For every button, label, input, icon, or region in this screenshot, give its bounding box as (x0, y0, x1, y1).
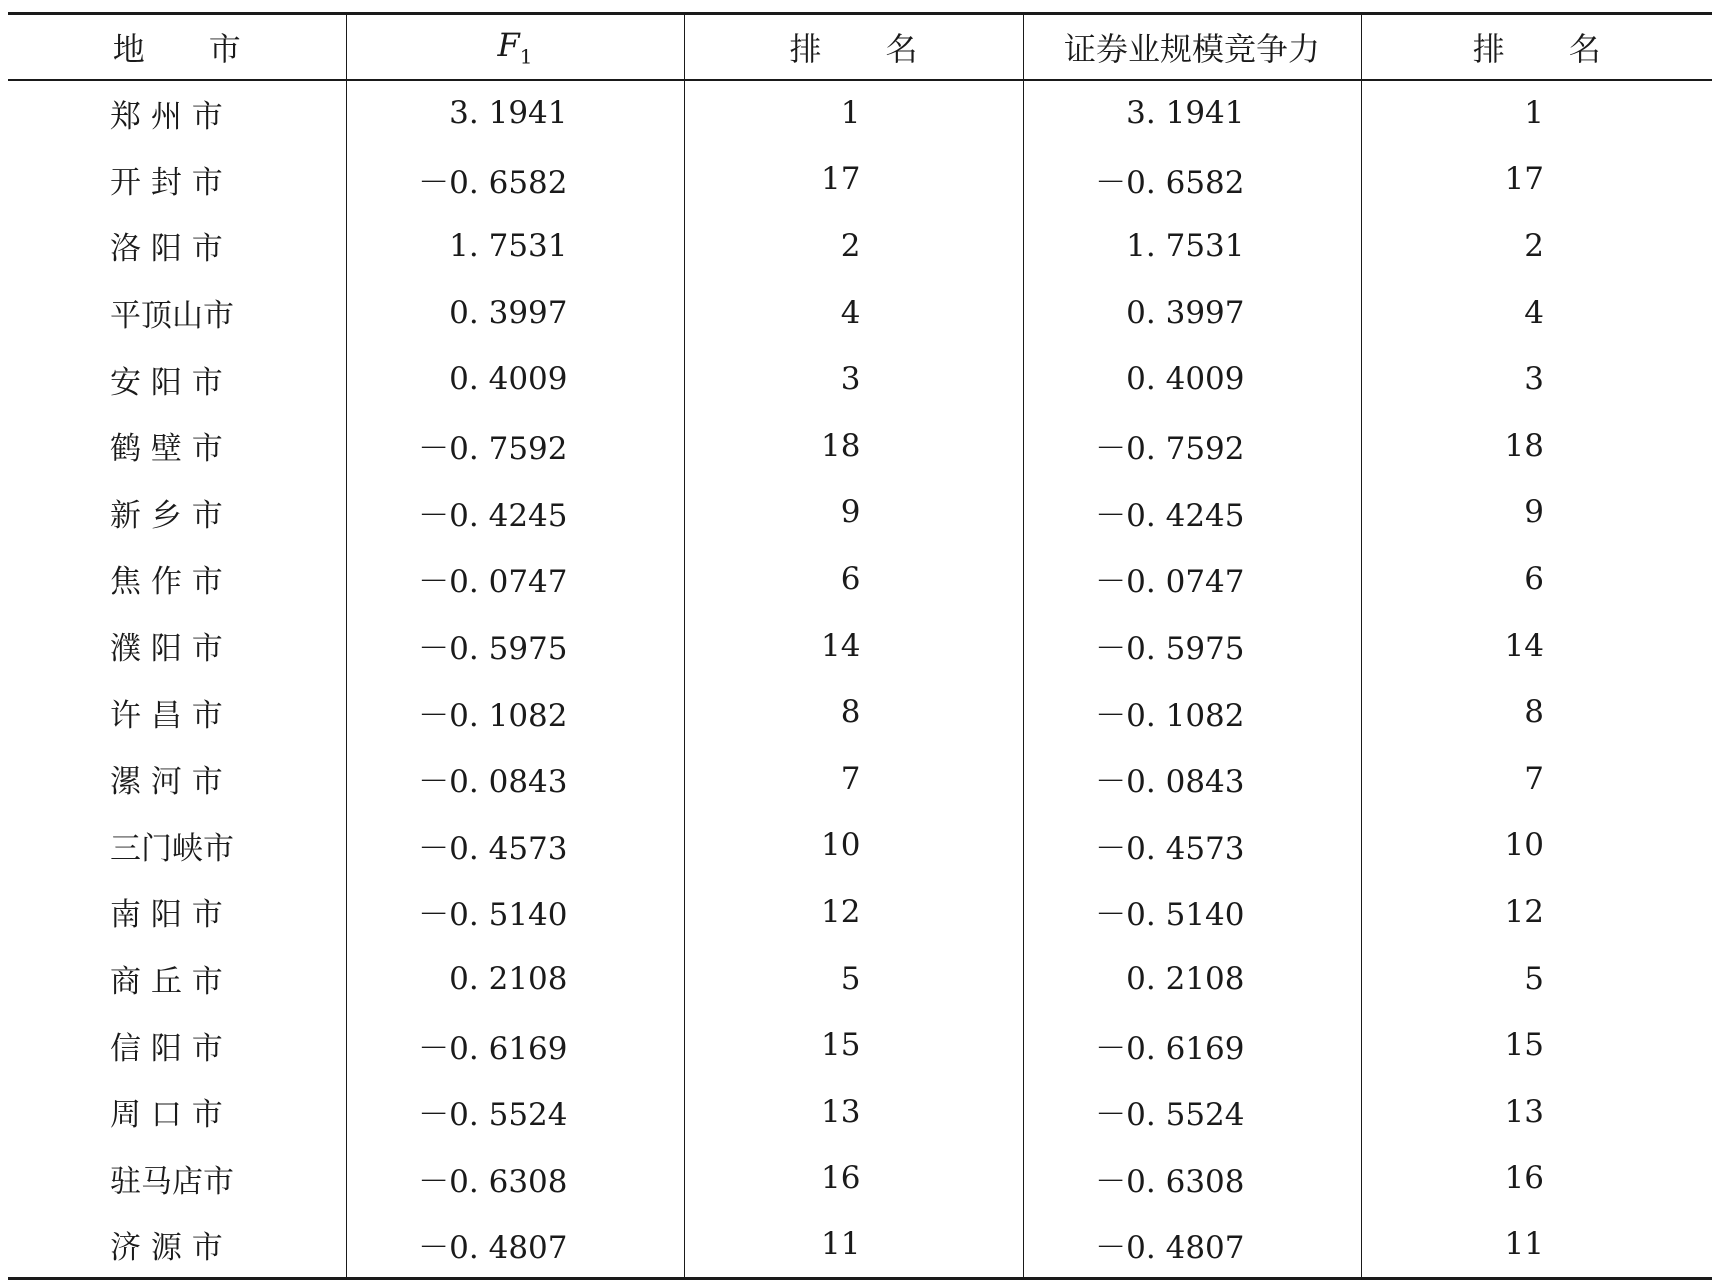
cell-city: 焦 作 市 (110, 564, 223, 601)
cell-rank-1: 15 (684, 1012, 1023, 1079)
cell-rank-2: 12 (1361, 879, 1712, 946)
cell-rank-2: 8 (1361, 679, 1712, 746)
table-row (8, 945, 1712, 1012)
cell-rank-1: 17 (684, 146, 1023, 213)
cell-rank-1: 5 (684, 945, 1023, 1012)
cell-f1: －0. 0843 (346, 745, 684, 812)
header-competitiveness: 证券业规模竞争力 (1023, 14, 1361, 80)
cell-city: 济 源 市 (8, 1212, 346, 1279)
cell-city: 商 丘 市 (110, 964, 223, 1001)
table-row (8, 1145, 1712, 1212)
cell-f1: －0. 6169 (346, 1012, 684, 1079)
cell-competitiveness: －0. 6582 (1023, 146, 1361, 213)
table-row (8, 213, 1712, 280)
cell-city: 驻马店市 (110, 1163, 234, 1200)
cell-rank-2: 11 (1361, 1212, 1712, 1279)
cell-rank-1: 6 (684, 546, 1023, 613)
table-row (8, 146, 1712, 213)
cell-rank-1: 9 (684, 479, 1023, 546)
table-row (8, 1212, 1712, 1279)
cell-rank-2: 14 (1361, 612, 1712, 679)
table-row (8, 546, 1712, 613)
cell-f1: －0. 5975 (346, 612, 684, 679)
cell-rank-1: 3 (684, 346, 1023, 413)
header-city: 地 市 (8, 14, 346, 80)
cell-city: 新 乡 市 (110, 497, 223, 534)
cell-f1: －0. 6308 (346, 1145, 684, 1212)
cell-rank-2: 1 (1361, 80, 1712, 147)
cell-f1: －0. 4807 (346, 1212, 684, 1279)
cell-competitiveness: －0. 5140 (1023, 879, 1361, 946)
cell-rank-1: 8 (684, 679, 1023, 746)
cell-rank-1: 11 (684, 1212, 1023, 1279)
cell-f1: 0. 2108 (346, 945, 684, 1012)
cell-competitiveness: 0. 2108 (1023, 945, 1361, 1012)
table-row (8, 679, 1712, 746)
cell-city: 开 封 市 (110, 164, 223, 201)
cell-rank-2: 6 (1361, 546, 1712, 613)
cell-city: 平顶山市 (110, 298, 234, 335)
cell-city: 洛 阳 市 (110, 231, 223, 268)
cell-competitiveness: －0. 4807 (1023, 1212, 1361, 1279)
cell-city: 周 口 市 (110, 1097, 223, 1134)
table-header (8, 14, 1712, 80)
table-row (8, 479, 1712, 546)
cell-f1: －0. 6582 (346, 146, 684, 213)
cell-competitiveness: －0. 1082 (1023, 679, 1361, 746)
cell-rank-1: 14 (684, 612, 1023, 679)
cell-city: 漯 河 市 (110, 764, 223, 801)
cell-city: 南 阳 市 (110, 897, 223, 934)
cell-rank-2: 2 (1361, 213, 1712, 280)
cell-rank-1: 10 (684, 812, 1023, 879)
table-row (8, 1012, 1712, 1079)
cell-f1: －0. 5140 (346, 879, 684, 946)
cell-f1: 1. 7531 (346, 213, 684, 280)
cell-city: 三门峡市 (110, 830, 234, 867)
header-f1 (346, 14, 684, 80)
header-f1-main: F (497, 25, 520, 64)
cell-competitiveness: －0. 6169 (1023, 1012, 1361, 1079)
cell-competitiveness: －0. 4245 (1023, 479, 1361, 546)
cell-rank-2: 3 (1361, 346, 1712, 413)
table-row (8, 80, 1712, 147)
cell-rank-2: 17 (1361, 146, 1712, 213)
cell-city: 许 昌 市 (110, 697, 223, 734)
cell-rank-1: 16 (684, 1145, 1023, 1212)
cell-f1: －0. 5524 (346, 1078, 684, 1145)
header-f1-sub: 1 (519, 43, 533, 68)
cell-city: 郑 州 市 (110, 98, 223, 135)
cell-city: 安 阳 市 (110, 364, 223, 401)
cell-competitiveness: －0. 7592 (1023, 412, 1361, 479)
cell-rank-2: 15 (1361, 1012, 1712, 1079)
cell-competitiveness: －0. 6308 (1023, 1145, 1361, 1212)
cell-rank-1: 7 (684, 745, 1023, 812)
cell-f1: －0. 7592 (346, 412, 684, 479)
competitiveness-ranking-table (8, 12, 1712, 1280)
table-row (8, 879, 1712, 946)
table-body (8, 80, 1712, 1279)
cell-rank-1: 18 (684, 412, 1023, 479)
cell-f1: －0. 1082 (346, 679, 684, 746)
table-row (8, 346, 1712, 413)
cell-rank-1: 4 (684, 279, 1023, 346)
table-row (8, 279, 1712, 346)
cell-f1: 3. 1941 (346, 80, 684, 147)
cell-rank-2: 10 (1361, 812, 1712, 879)
table-row (8, 612, 1712, 679)
header-row (8, 14, 1712, 80)
table-row (8, 745, 1712, 812)
cell-rank-1: 13 (684, 1078, 1023, 1145)
header-rank-2: 排 名 (1361, 14, 1712, 80)
ranking-table-container (8, 12, 1712, 1280)
cell-rank-2: 16 (1361, 1145, 1712, 1212)
cell-competitiveness: 3. 1941 (1023, 80, 1361, 147)
table-row (8, 812, 1712, 879)
cell-rank-2: 18 (1361, 412, 1712, 479)
cell-competitiveness: －0. 0747 (1023, 546, 1361, 613)
cell-rank-2: 4 (1361, 279, 1712, 346)
cell-competitiveness: 0. 4009 (1023, 346, 1361, 413)
table-row (8, 412, 1712, 479)
cell-rank-2: 5 (1361, 945, 1712, 1012)
cell-f1: －0. 0747 (346, 546, 684, 613)
cell-competitiveness: －0. 5524 (1023, 1078, 1361, 1145)
cell-rank-1: 1 (684, 80, 1023, 147)
cell-rank-2: 7 (1361, 745, 1712, 812)
cell-f1: 0. 3997 (346, 279, 684, 346)
cell-city: 鹤 壁 市 (110, 431, 223, 468)
cell-f1: －0. 4573 (346, 812, 684, 879)
cell-rank-2: 13 (1361, 1078, 1712, 1145)
cell-competitiveness: －0. 0843 (1023, 745, 1361, 812)
table-row (8, 1078, 1712, 1145)
cell-competitiveness: －0. 5975 (1023, 612, 1361, 679)
cell-rank-1: 2 (684, 213, 1023, 280)
cell-f1: 0. 4009 (346, 346, 684, 413)
cell-rank-2: 9 (1361, 479, 1712, 546)
cell-f1: －0. 4245 (346, 479, 684, 546)
cell-city: 信 阳 市 (110, 1030, 223, 1067)
cell-competitiveness: 0. 3997 (1023, 279, 1361, 346)
cell-rank-1: 12 (684, 879, 1023, 946)
header-rank-1: 排 名 (684, 14, 1023, 80)
cell-competitiveness: 1. 7531 (1023, 213, 1361, 280)
cell-competitiveness: －0. 4573 (1023, 812, 1361, 879)
cell-city: 濮 阳 市 (110, 631, 223, 668)
